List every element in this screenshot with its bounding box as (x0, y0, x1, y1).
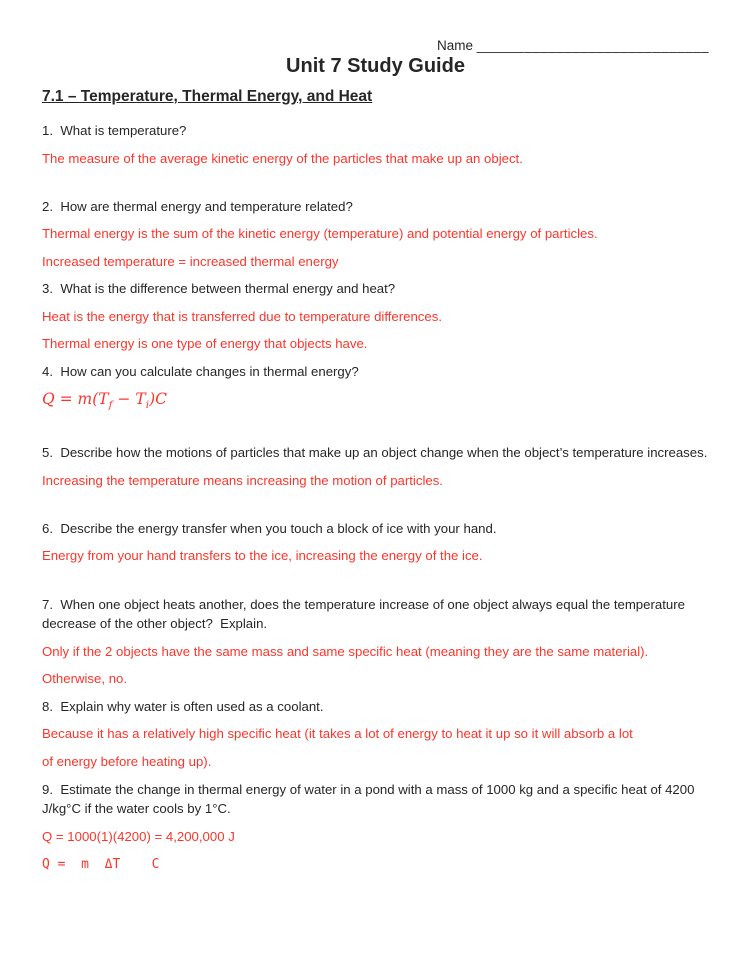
question-9: 9. Estimate the change in thermal energy of water in a pond with a mass of 1000 kg and a specific heat of 4200 J/kg°C if the water cools by 1°C. (42, 782, 699, 817)
question-2: 2. How are thermal energy and temperature related? (42, 198, 353, 214)
answer-9-2: Q = m ΔT C (42, 856, 160, 872)
answer-8-2: of energy before heating up). (42, 753, 212, 769)
answer-3-2: Thermal energy is one type of energy that objects have. (42, 336, 368, 351)
answer-5-1: Increasing the temperature means increasing the motion of particles. (42, 472, 443, 488)
formula-post: )C (149, 390, 167, 408)
question-7: 7. When one object heats another, does the temperature increase of one object always equal the temperature decrease of the other object? Explain. (42, 597, 689, 632)
thermal-energy-formula (42, 390, 709, 414)
answer-2-2: Increased temperature = increased thermal energy (42, 253, 339, 269)
formula-sub-i: i (145, 399, 150, 412)
answer-3-1: Heat is the energy that is transferred due to temperature differences. (42, 308, 442, 324)
section-heading: 7.1 – Temperature, Thermal Energy, and Heat (42, 88, 373, 105)
page-title: Unit 7 Study Guide (286, 55, 465, 77)
formula-pre: Q = m(T (42, 390, 109, 408)
name-row (42, 38, 709, 53)
question-5: 5. Describe how the motions of particles that make up an object change when the object’s temperature increases. (42, 445, 708, 461)
name-blank-line: _____________________________ (476, 38, 709, 53)
answer-8-1: Because it has a relatively high specific heat (it takes a lot of energy to heat it up so it will absorb a lot (42, 726, 633, 742)
question-6: 6. Describe the energy transfer when you touch a block of ice with your hand. (42, 520, 497, 536)
answer-7-1: Only if the 2 objects have the same mass and same specific heat (meaning they are the same material). (42, 643, 649, 659)
name-label: Name (437, 38, 477, 53)
answer-7-2: Otherwise, no. (42, 671, 128, 687)
question-8: 8. Explain why water is often used as a coolant. (42, 698, 324, 714)
answer-1-1: The measure of the average kinetic energy of the particles that make up an object. (42, 150, 523, 166)
formula-mid: − T (112, 390, 146, 408)
question-1: 1. What is temperature? (42, 123, 187, 138)
answer-2-1: Thermal energy is the sum of the kinetic energy (temperature) and potential energy of particles. (42, 226, 598, 241)
question-3: 3. What is the difference between thermal energy and heat? (42, 281, 396, 296)
question-4: 4. How can you calculate changes in thermal energy? (42, 363, 359, 379)
formula-sub-f: f (108, 399, 113, 412)
answer-9-1: Q = 1000(1)(4200) = 4,200,000 J (42, 829, 235, 845)
answer-6-1: Energy from your hand transfers to the ice, increasing the energy of the ice. (42, 548, 483, 564)
